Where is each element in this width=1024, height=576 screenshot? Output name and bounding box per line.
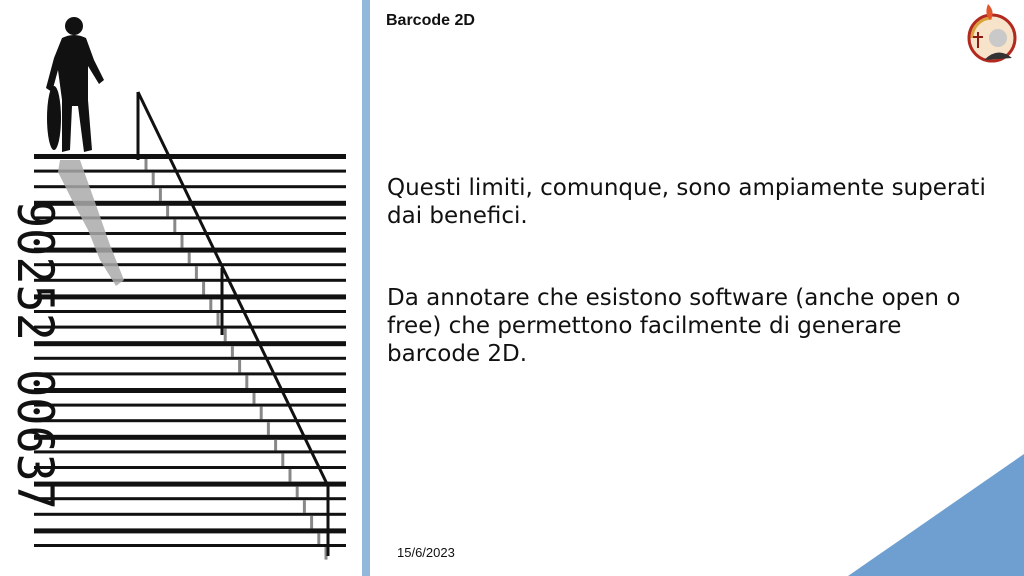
barcode-bar	[34, 450, 346, 453]
corner-triangle-decoration	[848, 454, 1024, 576]
barcode-staircase-illustration	[0, 0, 362, 576]
seal-logo-icon	[966, 2, 1018, 64]
barcode-bar	[34, 404, 346, 407]
barcode-bar	[34, 513, 346, 516]
barcode-bar	[34, 388, 346, 393]
man-silhouette	[46, 17, 104, 152]
barcode-bar	[34, 310, 346, 313]
barcode-bar	[34, 263, 346, 266]
barcode-bar	[34, 326, 346, 329]
barcode-bar	[34, 232, 346, 235]
barcode-bar	[34, 357, 346, 360]
barcode-bar	[34, 341, 346, 346]
barcode-bar	[34, 279, 346, 282]
body-paragraph-1: Questi limiti, comunque, sono ampiamente superati dai benefici.	[387, 175, 986, 229]
slide-title: Barcode 2D	[386, 12, 475, 29]
slide-body	[387, 174, 987, 422]
barcode-bar	[34, 466, 346, 469]
barcode-bar	[34, 154, 346, 159]
barcode-bar	[34, 544, 346, 547]
barcode-bar	[34, 419, 346, 422]
body-paragraph-2: Da annotare che esistono software (anche open o free) che permettono facilmente di generare barcode 2D.	[387, 285, 961, 367]
rail-segment	[138, 92, 328, 486]
slide-date: 15/6/2023	[397, 545, 455, 560]
barcode-bar	[34, 528, 346, 533]
barcode-bar	[34, 435, 346, 440]
barcode-bar	[34, 216, 346, 219]
barcode-bar	[34, 497, 346, 500]
barcode-number: 90252 00637	[6, 200, 64, 532]
man-shadow	[58, 160, 124, 286]
barcode-bar	[34, 372, 346, 375]
accent-divider-bar	[362, 0, 370, 576]
barcode-bar	[34, 482, 346, 487]
barcode-bar	[34, 294, 346, 299]
barcode-bar	[34, 248, 346, 253]
